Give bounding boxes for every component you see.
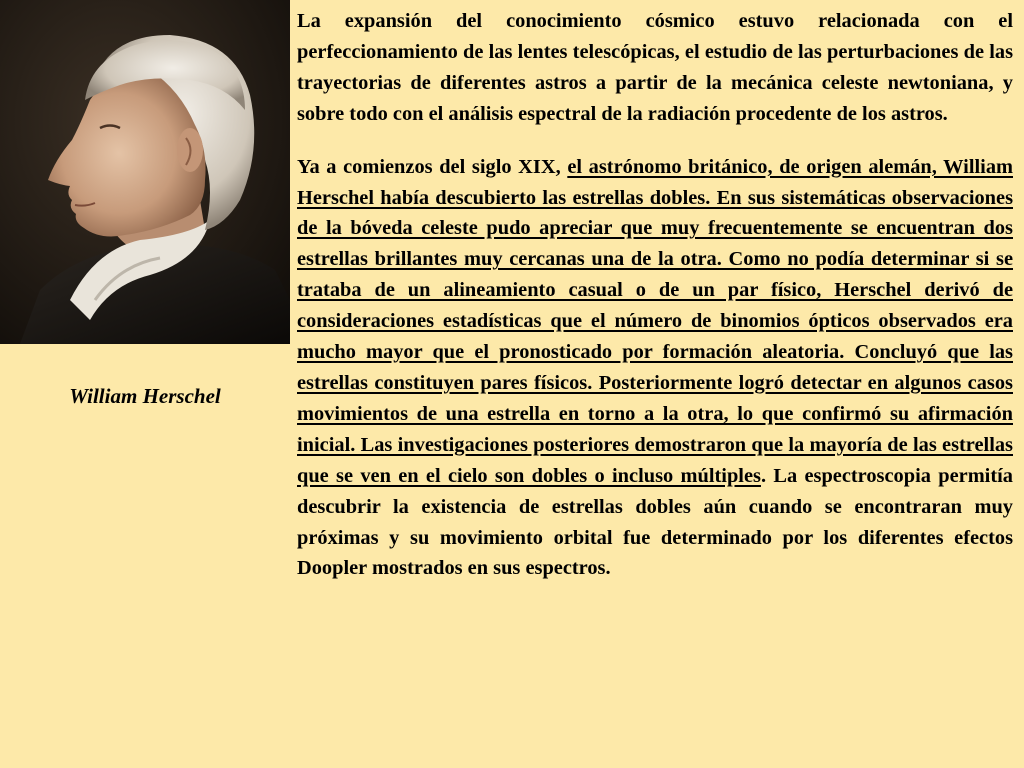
paragraph-1: La expansión del conocimiento cósmico estuvo relacionada con el perfeccionamiento de las lentes telescópicas, el estudio de las perturbaciones de las trayectorias de diferentes astros a partir de la mecánica celeste newtoniana, y sobre todo con el análisis espectral de la radiación procedente de los astros. bbox=[297, 10, 1013, 125]
paragraph-2-intro: Ya a comienzos del siglo XIX, bbox=[297, 155, 568, 178]
paragraph-2-rest: . La espectroscopia permitía descubrir la existencia de estrellas dobles aún cuando se encontraran muy próximas y su movimiento orbital fue determinado por los diferentes efectos Doopler mostrados en sus espectros. bbox=[297, 464, 1013, 580]
herschel-portrait bbox=[0, 0, 290, 344]
paragraph-2-underlined: el astrónomo británico, de origen alemán, William Herschel había descubierto las estrellas dobles. En sus sistemáticas observaciones de la bóveda celeste pudo apreciar que muy frecuentemente se encuentran dos estrellas brillantes muy cercanas una de la otra. Como no podía determinar si se trataba de un alineamiento casual o de un par físico, Herschel derivó de consideraciones estadísticas que el número de binomios ópticos observados era mucho mayor que el pronosticado por formación aleatoria. Concluyó que las estrellas constituyen pares físicos. Posteriormente logró detectar en algunos casos movimientos de una estrella en torno a la otra, lo que confirmó su afirmación inicial. Las investigaciones posteriores demostraron que la mayoría de las estrellas que se ven en el cielo son dobles o incluso múltiples bbox=[297, 155, 1013, 487]
portrait-caption: William Herschel bbox=[69, 384, 221, 408]
portrait-image bbox=[0, 0, 290, 344]
main-text bbox=[297, 6, 1013, 584]
paragraph-2 bbox=[297, 152, 1013, 585]
